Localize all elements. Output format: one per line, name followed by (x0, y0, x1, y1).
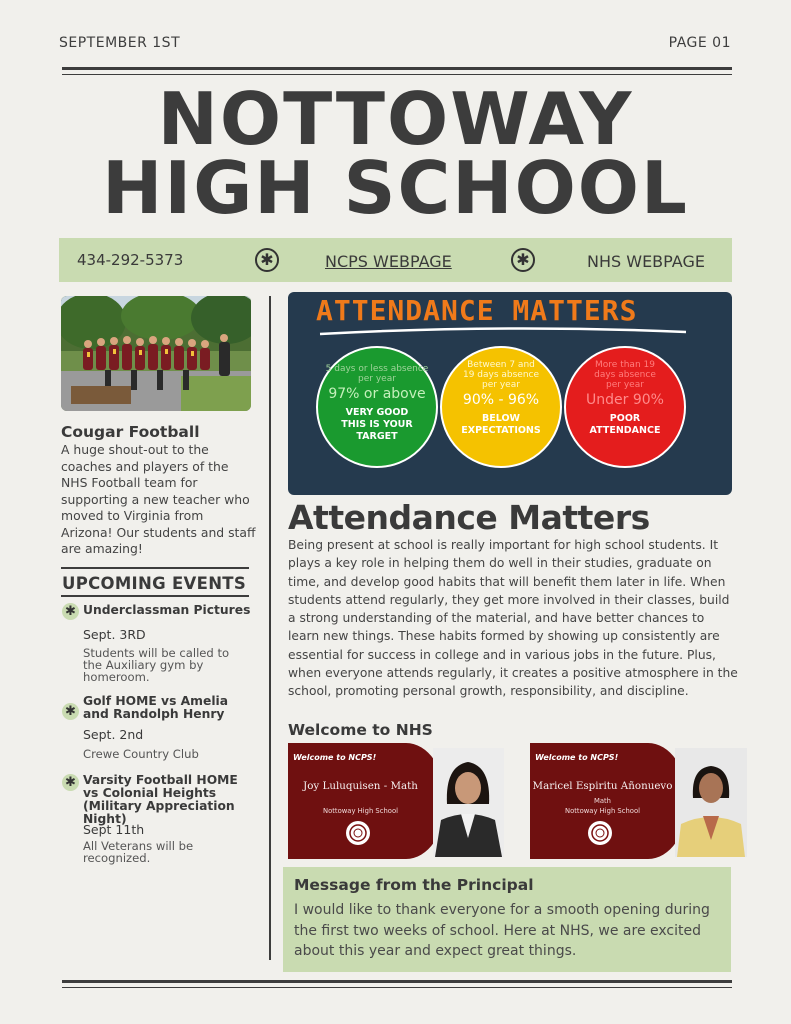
attendance-circle-poor: More than 19 days absence per year Under 90% POOR ATTENDANCE (564, 346, 686, 468)
teacher-school: Nottoway High School (323, 807, 398, 815)
principal-body: I would like to thank everyone for a smooth opening during the first two weeks of school. Here at NHS, we are excited about this year and expect great things. (294, 902, 710, 959)
issue-date: SEPTEMBER 1ST (59, 35, 181, 51)
teacher-school: Nottoway High School (565, 807, 640, 815)
teacher-subject: Math (593, 797, 611, 805)
column-divider (269, 296, 271, 960)
attendance-circle-good: 5 days or less absence per year 97% or above VERY GOOD THIS IS YOUR TARGET (316, 346, 438, 468)
football-heading: Cougar Football (61, 423, 200, 441)
principal-message-box (283, 867, 731, 972)
event-1-title: Underclassman Pictures (83, 603, 251, 617)
teacher-name: Maricel Espiritu Añonuevo (532, 780, 673, 792)
events-heading: UPCOMING EVENTS (62, 574, 247, 593)
welcome-card-banner: Welcome to NCPS! (535, 753, 619, 762)
welcome-card-1 (288, 743, 504, 859)
event-3-title: Varsity Football HOME vs Colonial Heights (Military Appreciation Night) (83, 773, 238, 826)
article-heading: Attendance Matters (288, 498, 650, 537)
contact-bar (59, 238, 732, 282)
event-2-desc: Crewe Country Club (83, 747, 199, 761)
event-bullet-icon: ✱ (62, 774, 79, 791)
event-2-title: Golf HOME vs Amelia and Randolph Henry (83, 694, 229, 721)
asterisk-icon: ✱ (511, 248, 535, 272)
events-rule-top (61, 567, 249, 569)
event-bullet-icon: ✱ (62, 603, 79, 620)
event-1-date: Sept. 3RD (83, 627, 146, 642)
event-3-date: Sept 11th (83, 822, 145, 837)
football-team-photo (61, 296, 251, 411)
masthead-line-1: NOTTOWAY (157, 77, 634, 161)
masthead-line-2: HIGH SCHOOL (102, 146, 689, 230)
teacher-name: Joy Luluquisen - Math (303, 780, 418, 792)
events-rule-bottom (61, 595, 249, 597)
school-seal-icon (588, 821, 612, 845)
football-text: A huge shout-out to the coaches and players of the NHS Football team for supporting a new teacher who moved to Virginia from Arizona! Our students and staff are amazing! (61, 442, 256, 556)
welcome-card-2 (530, 743, 747, 859)
poster-title: ATTENDANCE MATTERS (316, 294, 638, 327)
page-number: PAGE 01 (668, 35, 731, 51)
school-seal-icon (346, 821, 370, 845)
event-2-date: Sept. 2nd (83, 727, 144, 742)
welcome-heading: Welcome to NHS (288, 721, 433, 739)
attendance-poster (288, 292, 732, 495)
welcome-card-banner: Welcome to NCPS! (293, 753, 377, 762)
teacher-photo (675, 748, 747, 857)
event-3-desc: All Veterans will be recognized. (83, 839, 194, 865)
article-body: Being present at school is really important for high school students. It plays a key role in helping them do well in their studies, graduate on time, and develop good habits that will benefit them later in life. When students attend regularly, they get more involved in their classes, build a strong understanding of the material, and have better chances to learn new things. These habits formed by showing up consistently are essential for success in college and in various jobs in the future. Plus, when everyone attends regularly, it creates a positive atmosphere in the school, promoting personal growth, responsibility, and discipline. (288, 538, 738, 699)
phone-number: 434-292-5373 (77, 251, 184, 269)
asterisk-icon: ✱ (255, 248, 279, 272)
principal-heading: Message from the Principal (294, 876, 534, 894)
attendance-circle-below: Between 7 and 19 days absence per year 90% - 96% BELOW EXPECTATIONS (440, 346, 562, 468)
event-1-desc: Students will be called to the Auxiliary gym by homeroom. (83, 646, 230, 684)
nhs-webpage-link[interactable]: NHS WEBPAGE (587, 252, 705, 271)
event-bullet-icon: ✱ (62, 703, 79, 720)
teacher-photo (433, 748, 504, 857)
header-rule-bottom (62, 74, 732, 75)
ncps-webpage-link[interactable]: NCPS WEBPAGE (325, 252, 452, 271)
footer-rule-bottom (62, 987, 732, 988)
header-rule-top (62, 67, 732, 70)
footer-rule-top (62, 980, 732, 983)
